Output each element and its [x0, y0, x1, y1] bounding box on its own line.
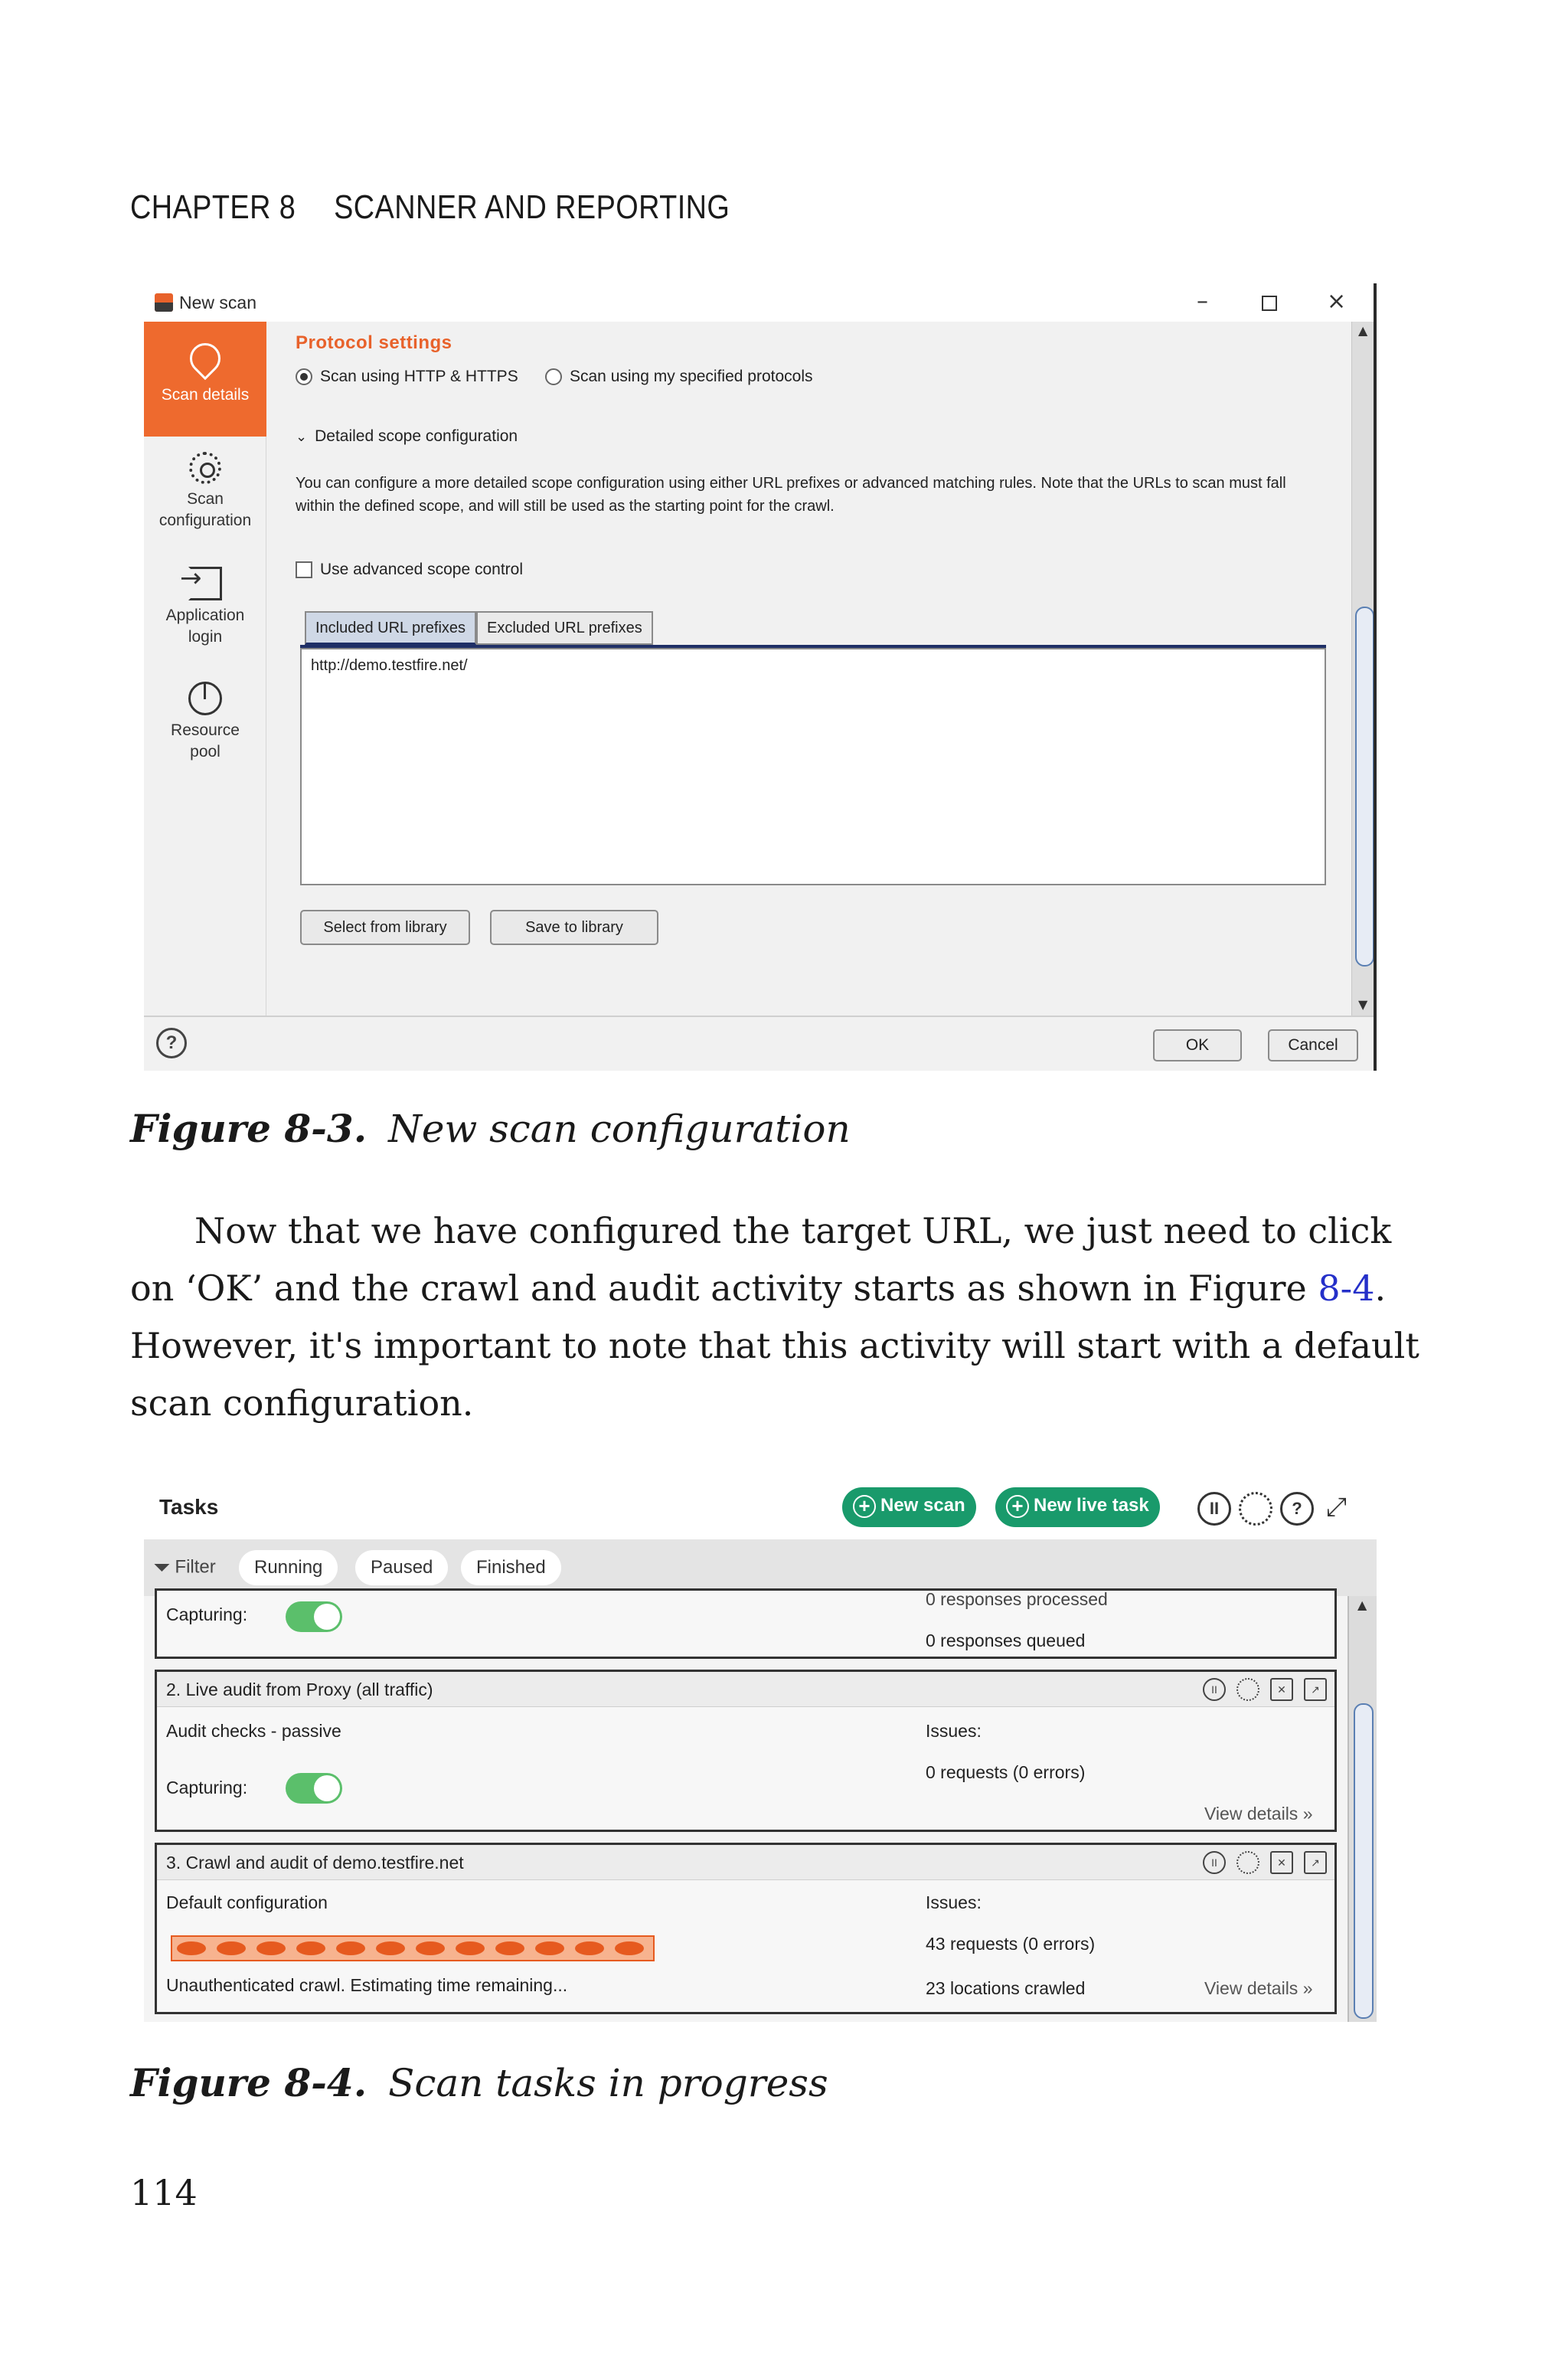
paragraph-line: However, it's important to note that this activity will start with a default [130, 1325, 1419, 1366]
task-card-header [157, 1845, 1334, 1880]
caption-text: New scan configuration [388, 1107, 851, 1151]
task-card [155, 1588, 1337, 1659]
new-live-task-button[interactable] [995, 1487, 1160, 1527]
progress-bead [456, 1941, 485, 1955]
task-title: 2. Live audit from Proxy (all traffic) [166, 1680, 433, 1699]
task-actions [1192, 1678, 1327, 1701]
checkbox-icon [296, 561, 312, 578]
url-prefix-tabs [305, 611, 653, 646]
task-title: 3. Crawl and audit of demo.testfire.net [166, 1853, 464, 1873]
help-icon[interactable]: ? [1280, 1492, 1314, 1526]
responses-queued: 0 responses queued [926, 1631, 1086, 1650]
progress-bead [296, 1941, 325, 1955]
minimize-button[interactable]: – [1197, 288, 1208, 315]
capturing-label: Capturing: [166, 1604, 248, 1624]
maximize-button[interactable] [1262, 296, 1277, 311]
task-card [155, 1670, 1337, 1832]
body-paragraph [130, 1202, 1419, 1432]
open-icon[interactable]: ↗ [1304, 1851, 1327, 1874]
paragraph-text: . [1374, 1268, 1387, 1309]
delete-icon[interactable]: ✕ [1270, 1851, 1293, 1874]
radio-label: Scan using HTTP & HTTPS [320, 368, 518, 385]
section-heading: Protocol settings [296, 332, 452, 353]
crawl-status: Unauthenticated crawl. Estimating time remaining... [166, 1975, 568, 1995]
progress-bead [376, 1941, 405, 1955]
crawl-progress-bar [171, 1935, 655, 1961]
tab-excluded-url-prefixes[interactable]: Excluded URL prefixes [476, 611, 653, 645]
scroll-up-icon[interactable]: ▲ [1358, 323, 1368, 338]
filter-chip-paused[interactable]: Paused [355, 1550, 448, 1585]
sidebar-item-scan-configuration[interactable] [144, 452, 266, 532]
scroll-up-icon[interactable]: ▲ [1357, 1598, 1367, 1612]
sidebar-item-label: Scan details [161, 386, 250, 404]
window-titlebar [144, 283, 1377, 322]
pause-icon[interactable]: II [1203, 1678, 1226, 1701]
cancel-button[interactable]: Cancel [1268, 1029, 1358, 1061]
open-icon[interactable]: ↗ [1304, 1678, 1327, 1701]
radio-selected-icon [296, 368, 312, 385]
button-label: New live task [1034, 1495, 1149, 1516]
sidebar-item-resource-pool[interactable] [144, 682, 266, 763]
checkbox-label: Use advanced scope control [320, 561, 523, 578]
tasks-scrollbar[interactable] [1348, 1596, 1377, 2022]
figure-caption [130, 2060, 828, 2105]
progress-bead [416, 1941, 445, 1955]
plus-icon: + [853, 1495, 876, 1518]
close-button[interactable]: × [1327, 288, 1347, 315]
sidebar-item-label: pool [190, 743, 220, 761]
capturing-label: Capturing: [166, 1778, 248, 1797]
gear-icon[interactable] [1236, 1851, 1259, 1874]
advanced-scope-checkbox[interactable] [296, 561, 523, 579]
pause-icon[interactable]: II [1203, 1851, 1226, 1874]
progress-bead [615, 1941, 644, 1955]
filter-bar [144, 1539, 1377, 1596]
detailed-scope-toggle[interactable] [296, 427, 518, 446]
login-icon [188, 567, 222, 600]
paragraph-text: on ‘OK’ and the crawl and audit activity starts as shown in Figure [130, 1268, 1318, 1309]
scope-help-text: You can configure a more detailed scope configuration using either URL prefixes or advanced matching rules. Note that the URLs to scan must fall within the defined scope, and will still be used as the starting point for the crawl. [296, 475, 1286, 515]
progress-bead [177, 1941, 206, 1955]
progress-bead [575, 1941, 604, 1955]
filter-label: Filter [175, 1556, 216, 1578]
page-number: 114 [130, 2172, 198, 2213]
dialog-sidebar [144, 322, 266, 1016]
paragraph-line [130, 1260, 1387, 1317]
issues-label: Issues: [926, 1721, 982, 1741]
pause-icon[interactable]: II [1197, 1492, 1231, 1526]
filter-button[interactable] [153, 1555, 216, 1581]
gear-icon [189, 452, 221, 484]
task-card-header [157, 1672, 1334, 1707]
filter-chip-finished[interactable]: Finished [461, 1550, 561, 1585]
tasks-title: Tasks [159, 1495, 219, 1519]
requests-count: 0 requests (0 errors) [926, 1762, 1086, 1782]
issues-label: Issues: [926, 1892, 982, 1912]
sidebar-item-label: Application [165, 607, 245, 624]
locations-crawled: 23 locations crawled [926, 1978, 1086, 1998]
view-details-link[interactable]: View details » [1204, 1804, 1313, 1824]
radio-label: Scan using my specified protocols [570, 368, 813, 385]
url-prefix-list[interactable] [300, 648, 1326, 885]
view-details-link[interactable]: View details » [1204, 1978, 1313, 1998]
app-icon [155, 293, 173, 312]
paragraph-line: Now that we have configured the target URL, we just need to click [194, 1210, 1392, 1251]
scan-details-icon [184, 337, 227, 381]
sidebar-item-label: Resource [171, 721, 240, 739]
radio-unselected-icon [545, 368, 562, 385]
figure-tasks-panel [144, 1472, 1377, 2022]
configuration-label: Default configuration [166, 1892, 328, 1912]
scroll-down-icon[interactable]: ▼ [1358, 997, 1368, 1012]
progress-bead [256, 1941, 286, 1955]
audit-checks-label: Audit checks - passive [166, 1721, 341, 1741]
caption-label: Figure 8-3. [130, 1106, 368, 1151]
tab-included-url-prefixes[interactable]: Included URL prefixes [305, 611, 476, 645]
chapter-number: CHAPTER 8 [130, 188, 296, 226]
tasks-header [144, 1472, 1377, 1539]
plus-icon: + [1006, 1495, 1029, 1518]
select-from-library-button[interactable]: Select from library [300, 910, 470, 945]
help-icon[interactable]: ? [156, 1028, 187, 1058]
gear-icon[interactable] [1239, 1492, 1272, 1526]
running-head [130, 188, 730, 227]
resource-pool-icon [188, 682, 222, 715]
expand-icon[interactable]: ⤢ [1326, 1492, 1348, 1523]
filter-icon: ⏷ [153, 1555, 171, 1580]
paragraph-line: scan configuration. [130, 1382, 474, 1424]
sidebar-item-label: login [188, 628, 223, 646]
sidebar-item-scan-details[interactable] [144, 322, 266, 437]
requests-count: 43 requests (0 errors) [926, 1934, 1096, 1954]
delete-icon[interactable]: ✕ [1270, 1678, 1293, 1701]
scan-details-panel [268, 322, 1351, 1016]
progress-bead [217, 1941, 246, 1955]
capturing-toggle[interactable] [286, 1773, 342, 1804]
figure-caption [130, 1106, 851, 1151]
capturing-toggle[interactable] [286, 1601, 342, 1632]
responses-processed: 0 responses processed [926, 1589, 1108, 1609]
progress-bead [495, 1941, 524, 1955]
task-list [144, 1589, 1348, 2022]
chevron-down-icon: ⌄ [296, 429, 308, 445]
new-scan-button[interactable] [842, 1487, 976, 1527]
dialog-footer [144, 1016, 1374, 1071]
ok-button[interactable]: OK [1153, 1029, 1242, 1061]
disclosure-label: Detailed scope configuration [315, 427, 518, 445]
figure-cross-reference-link[interactable]: 8-4 [1318, 1268, 1375, 1309]
task-actions [1192, 1851, 1327, 1874]
sidebar-item-label: configuration [158, 512, 252, 529]
chapter-title: SCANNER AND REPORTING [334, 188, 730, 226]
list-item[interactable]: http://demo.testfire.net/ [311, 657, 468, 674]
progress-bead [336, 1941, 365, 1955]
scroll-thumb[interactable] [1354, 1703, 1374, 2019]
caption-label: Figure 8-4. [130, 2060, 368, 2105]
window-title: New scan [179, 293, 256, 312]
sidebar-item-label: Scan [187, 490, 224, 508]
figure-new-scan-dialog [144, 283, 1377, 1071]
scroll-thumb[interactable] [1355, 607, 1374, 967]
gear-icon[interactable] [1236, 1678, 1259, 1701]
caption-text: Scan tasks in progress [388, 2061, 828, 2105]
task-card [155, 1843, 1337, 2014]
sidebar-item-application-login[interactable] [144, 567, 266, 648]
button-label: New scan [880, 1495, 965, 1516]
progress-bead [535, 1941, 564, 1955]
filter-chip-running[interactable]: Running [239, 1550, 338, 1585]
window-edge [1374, 283, 1377, 1071]
radio-specified-protocols[interactable] [545, 368, 813, 386]
save-to-library-button[interactable]: Save to library [490, 910, 658, 945]
radio-http-https[interactable] [296, 368, 518, 386]
